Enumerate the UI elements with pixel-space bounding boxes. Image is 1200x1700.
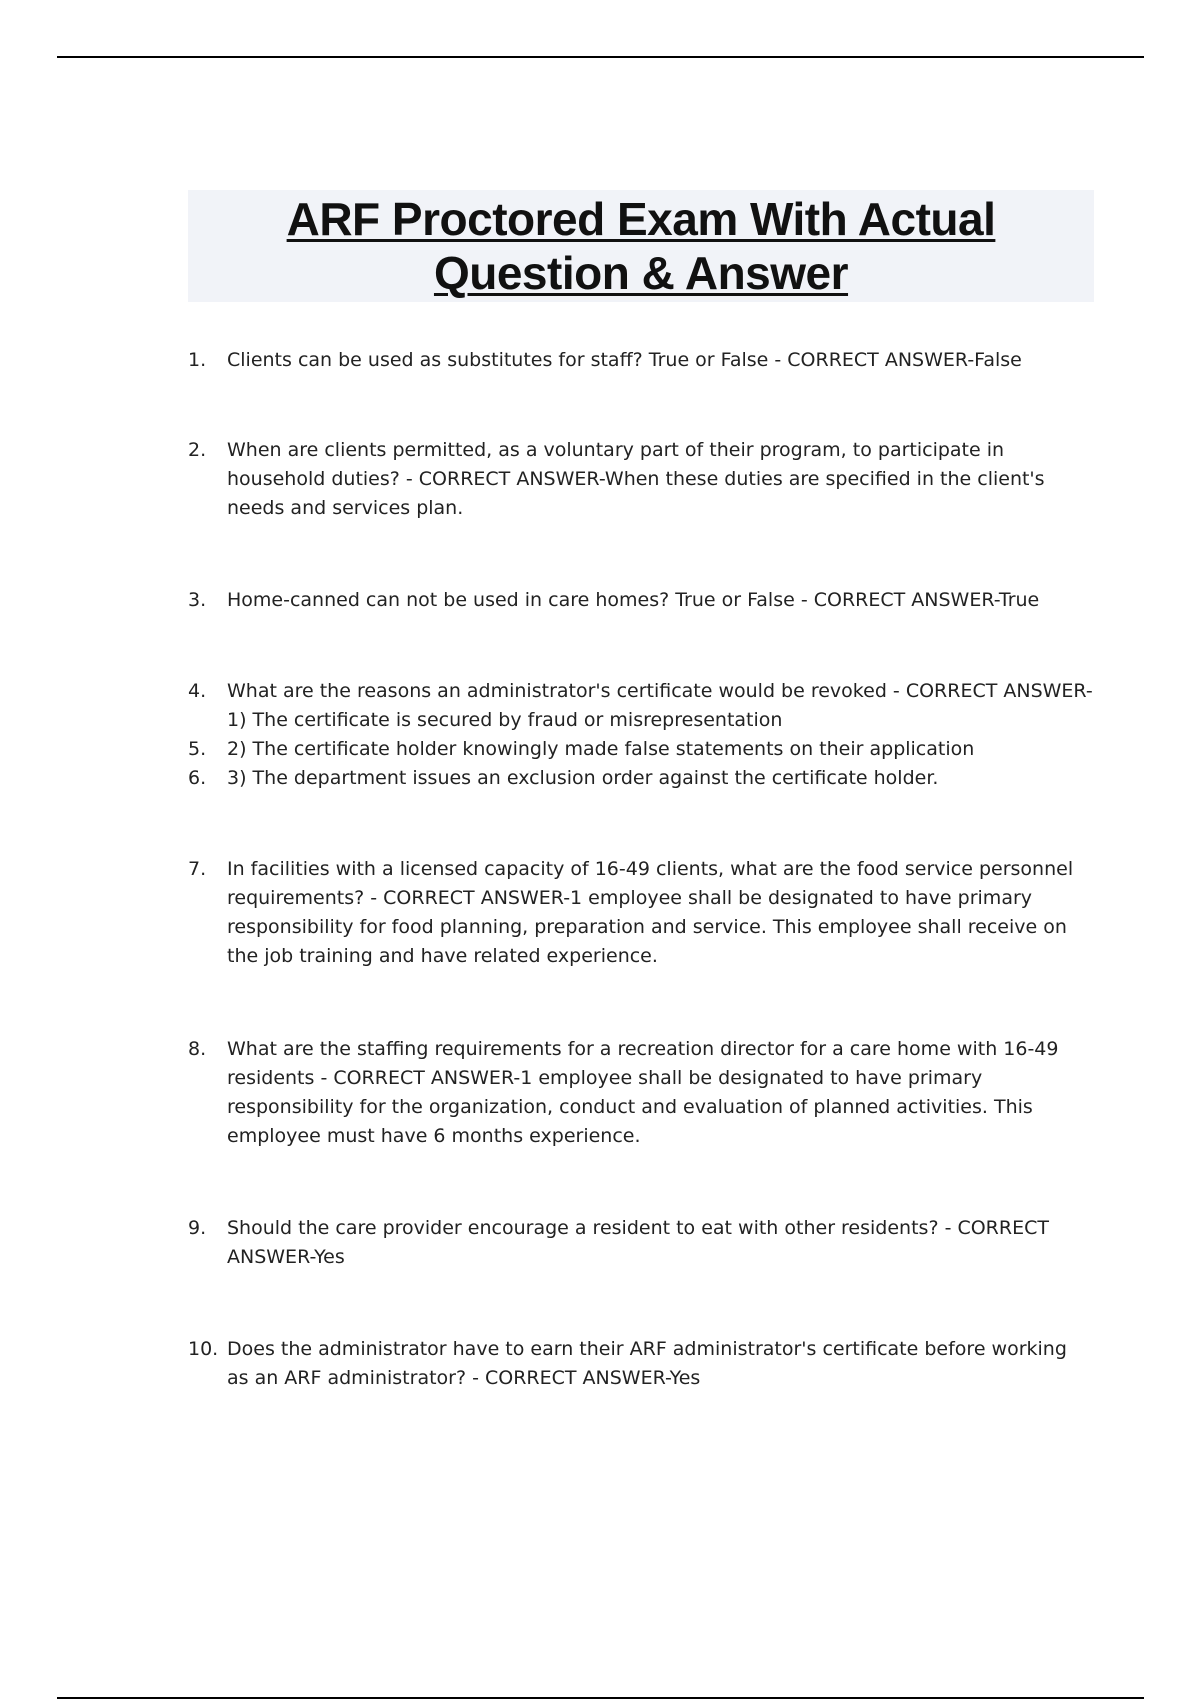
question-item-5 — [188, 735, 1094, 764]
item-text: In facilities with a licensed capacity of 16-49 clients, what are the food service personnel requirements? - CORRECT ANSWER-1 employee shall be designated to have primary responsibility for food planning, preparation and service. This employee shall receive on the job training and have related experience. — [227, 858, 1074, 967]
item-number: 4. — [188, 680, 207, 702]
question-item-9 — [188, 1214, 1094, 1272]
question-item-1 — [188, 346, 1094, 375]
question-item-10 — [188, 1335, 1094, 1393]
item-number: 6. — [188, 767, 207, 789]
item-number: 2. — [188, 439, 207, 461]
item-text: Clients can be used as substitutes for staff? True or False - CORRECT ANSWER-False — [227, 349, 1022, 371]
item-text: What are the staffing requirements for a recreation director for a care home with 16-49 residents - CORRECT ANSWER-1 employee shall be designated to have primary responsibility for the organization, conduct and evaluation of planned activities. This employee must have 6 months experience. — [227, 1038, 1059, 1147]
item-number: 3. — [188, 589, 207, 611]
question-item-3 — [188, 586, 1094, 615]
item-number: 9. — [188, 1217, 207, 1239]
item-text: 2) The certificate holder knowingly made false statements on their application — [227, 738, 975, 760]
item-text: Does the administrator have to earn their ARF administrator's certificate before working as an ARF administrator? - CORRECT ANSWER-Yes — [227, 1338, 1067, 1389]
item-number: 1. — [188, 349, 207, 371]
item-text: Home-canned can not be used in care homes? True or False - CORRECT ANSWER-True — [227, 589, 1040, 611]
item-text: 3) The department issues an exclusion order against the certificate holder. — [227, 767, 939, 789]
item-text: What are the reasons an administrator's certificate would be revoked - CORRECT ANSWER-1) The certificate is secured by fraud or misrepresentation — [227, 680, 1093, 731]
question-item-8 — [188, 1035, 1094, 1151]
top-divider — [57, 56, 1144, 58]
question-item-2 — [188, 436, 1094, 523]
item-text: When are clients permitted, as a voluntary part of their program, to participate in household duties? - CORRECT ANSWER-When these duties are specified in the client's needs and services plan. — [227, 439, 1045, 519]
question-item-6 — [188, 764, 1094, 793]
title-banner — [188, 190, 1094, 302]
page-title-line-2: Question & Answer — [433, 247, 849, 299]
question-item-7 — [188, 855, 1094, 971]
item-text: Should the care provider encourage a resident to eat with other residents? - CORRECT ANSWER-Yes — [227, 1217, 1049, 1268]
bottom-divider — [57, 1697, 1144, 1699]
item-number: 5. — [188, 738, 207, 760]
item-number: 8. — [188, 1038, 207, 1060]
item-number: 10. — [188, 1338, 219, 1360]
page-title-line-1: ARF Proctored Exam With Actual — [286, 193, 996, 245]
item-number: 7. — [188, 858, 207, 880]
question-item-4 — [188, 677, 1094, 735]
